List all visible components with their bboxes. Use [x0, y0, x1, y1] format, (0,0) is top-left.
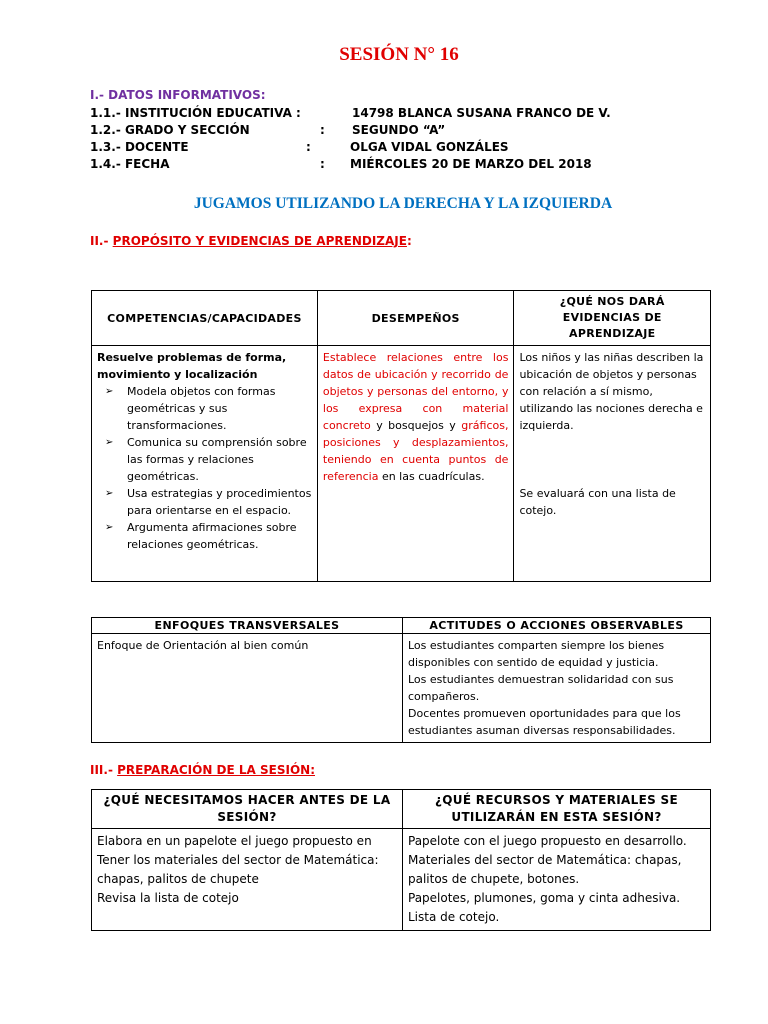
- info-separator: :: [306, 140, 311, 154]
- section-number: III.-: [90, 763, 118, 777]
- proposito-table: [91, 290, 711, 582]
- competencia-name: Resuelve problemas de forma, movimiento y localización: [97, 351, 287, 381]
- actitud-item: Docentes promueven oportunidades para que los estudiantes asuman diversas responsabilidades.: [408, 707, 681, 737]
- actitud-item: Los estudiantes comparten siempre los bienes disponibles con sentido de equidad y justicia.: [408, 639, 665, 669]
- evaluacion-text: Se evaluará con una lista de cotejo.: [519, 487, 676, 517]
- info-label: 1.3.- DOCENTE: [90, 140, 189, 154]
- antes-item: Elabora en un papelote el juego propuesto en: [97, 834, 372, 848]
- desempeno-text: Establece relaciones entre los datos de ubicación y recorrido de objetos y personas del entorno, y los expresa con material concreto: [322, 351, 509, 432]
- preparacion-table: [91, 789, 711, 931]
- header-evidencias: ¿QUÉ NOS DARÁ EVIDENCIAS DE APRENDIZAJE: [514, 291, 711, 346]
- section-2-heading: [90, 234, 412, 248]
- enfoques-table: [91, 617, 711, 743]
- header-desempenos: DESEMPEÑOS: [317, 291, 514, 346]
- info-separator: :: [320, 157, 325, 171]
- list-item: ➢ Comunica su comprensión sobre las formas y relaciones geométricas.: [117, 434, 312, 485]
- capacidades-list: [97, 383, 312, 553]
- competencias-cell: [92, 346, 318, 582]
- enfoque-cell: Enfoque de Orientación al bien común: [92, 634, 403, 743]
- recurso-item: Papelote con el juego propuesto en desarrollo.: [408, 834, 687, 848]
- recurso-item: Lista de cotejo.: [408, 910, 500, 924]
- antes-item: Revisa la lista de cotejo: [97, 891, 239, 905]
- list-item: ➢ Modela objetos con formas geométricas y sus transformaciones.: [117, 383, 312, 434]
- desempenos-cell: [317, 346, 514, 582]
- section-number: II.-: [90, 234, 113, 248]
- list-item: ➢ Usa estrategias y procedimientos para orientarse en el espacio.: [117, 485, 312, 519]
- info-value: OLGA VIDAL GONZÁLES: [350, 140, 509, 154]
- evidencia-text: Los niños y las niñas describen la ubicación de objetos y personas con relación a sí mismo, utilizando las nociones derecha e izquierda.: [519, 351, 704, 432]
- recurso-item: Materiales del sector de Matemática: chapas, palitos de chupete, botones.: [408, 853, 682, 886]
- desempeno-text: gráficos, posiciones y desplazamientos, teniendo en cuenta puntos de referencia: [322, 419, 509, 483]
- section-suffix: :: [406, 234, 412, 248]
- recurso-item: Papelotes, plumones, goma y cinta adhesiva.: [408, 891, 681, 905]
- info-label: 1.2.- GRADO Y SECCIÓN: [90, 123, 250, 137]
- header-competencias: COMPETENCIAS/CAPACIDADES: [92, 291, 318, 346]
- header-enfoques: ENFOQUES TRANSVERSALES: [92, 618, 403, 634]
- info-label: 1.4.- FECHA: [90, 157, 170, 171]
- datos-informativos-heading: I.- DATOS INFORMATIVOS:: [90, 88, 266, 102]
- actitud-item: Los estudiantes demuestran solidaridad con sus compañeros.: [408, 673, 674, 703]
- list-item: ➢ Argumenta afirmaciones sobre relaciones geométricas.: [117, 519, 312, 553]
- header-antes: ¿QUÉ NECESITAMOS HACER ANTES DE LA SESIÓN?: [92, 790, 403, 829]
- evidencias-cell: [514, 346, 711, 582]
- desempeno-text: y bosquejos y: [370, 419, 462, 432]
- info-separator: :: [320, 123, 325, 137]
- info-label: 1.1.- INSTITUCIÓN EDUCATIVA :: [90, 106, 301, 120]
- section-title: PREPARACIÓN DE LA SESIÓN:: [117, 763, 315, 777]
- antes-item: Tener los materiales del sector de Matemática: chapas, palitos de chupete: [97, 853, 379, 886]
- header-actitudes: ACTITUDES O ACCIONES OBSERVABLES: [403, 618, 711, 634]
- antes-cell: [92, 829, 403, 931]
- page-title: SESIÓN N° 16: [339, 44, 459, 65]
- session-subtitle: JUGAMOS UTILIZANDO LA DERECHA Y LA IZQUIERDA: [193, 195, 613, 212]
- header-recursos: ¿QUÉ RECURSOS Y MATERIALES SE UTILIZARÁN EN ESTA SESIÓN?: [403, 790, 711, 829]
- info-value: 14798 BLANCA SUSANA FRANCO DE V.: [352, 106, 611, 120]
- recursos-cell: [403, 829, 711, 931]
- info-value: SEGUNDO “A”: [352, 123, 446, 137]
- actitudes-cell: [403, 634, 711, 743]
- section-3-heading: [90, 763, 315, 777]
- info-value: MIÉRCOLES 20 DE MARZO DEL 2018: [350, 157, 592, 171]
- section-title: PROPÓSITO Y EVIDENCIAS DE APRENDIZAJE: [112, 234, 407, 248]
- desempeno-text: en las cuadrículas.: [378, 470, 485, 483]
